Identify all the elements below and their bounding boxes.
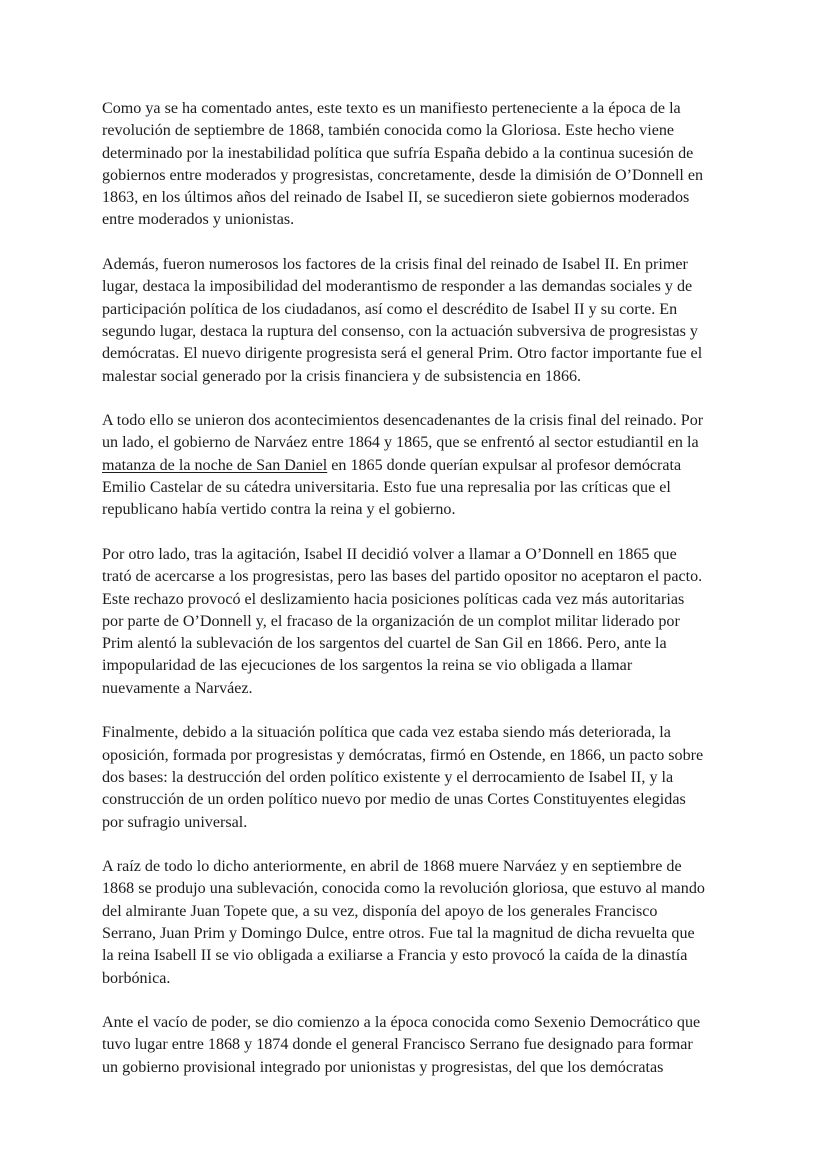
text-line: Por otro lado, tras la agitación, Isabel II decidió volver a llamar a O’Donnell en 1865 que [102, 545, 677, 563]
text-line: oposición, formada por progresistas y demócratas, firmó en Ostende, en 1866, un pacto sobre [102, 746, 704, 764]
paragraph-1 [102, 98, 724, 232]
text-line: un gobierno provisional integrado por unionistas y progresistas, del que los demócratas [102, 1058, 664, 1076]
paragraph-7 [102, 1012, 724, 1079]
paragraph-6 [102, 856, 724, 990]
text-line: Como ya se ha comentado antes, este texto es un manifiesto perteneciente a la época de la [102, 100, 681, 117]
text-line: construcción de un orden político nuevo por medio de unas Cortes Constituyentes elegidas [102, 791, 686, 809]
text-line: republicano había vertido contra la reina y el gobierno. [102, 501, 456, 519]
san-daniel-link[interactable]: matanza de la noche de San Daniel [102, 456, 328, 474]
text-line: un lado, el gobierno de Narváez entre 1864 y 1865, que se enfrentó al sector estudiantil en la [102, 434, 699, 452]
text-line: determinado por la inestabilidad política que sufría España debido a la continua sucesión de [102, 144, 694, 162]
text-line: revolución de septiembre de 1868, también conocida como la Gloriosa. Este hecho viene [102, 122, 675, 140]
paragraph-3 [102, 410, 724, 521]
text-line: Ante el vacío de poder, se dio comienzo a la época conocida como Sexenio Democrático que [102, 1014, 701, 1032]
text-line: por parte de O’Donnell y, el fracaso de la organización de un complot militar liderado por [102, 612, 680, 630]
text-line: matanza de la noche de San Daniel en 1865 donde querían expulsar al profesor demócrata [102, 456, 682, 474]
text-line: impopularidad de las ejecuciones de los sargentos la reina se vio obligada a llamar [102, 657, 633, 675]
paragraph-5 [102, 722, 724, 833]
text-line: dos bases: la destrucción del orden político existente y el derrocamiento de Isabel II, y la [102, 768, 674, 786]
paragraph-2 [102, 254, 724, 388]
text-line: nuevamente a Narváez. [102, 679, 253, 697]
text-line: trató de acercarse a los progresistas, pero las bases del partido opositor no aceptaron el pacto. [102, 568, 703, 586]
text-line: lugar, destaca la imposibilidad del moderantismo de responder a las demandas sociales y de [102, 278, 693, 296]
text-line: Emilio Castelar de su cátedra universitaria. Esto fue una represalia por las críticas que el [102, 479, 671, 497]
text-line: Serrano, Juan Prim y Domingo Dulce, entre otros. Fue tal la magnitud de dicha revuelta que [102, 924, 695, 942]
text-line: entre moderados y unionistas. [102, 211, 295, 229]
text-line: 1868 se produjo una sublevación, conocida como la revolución gloriosa, que estuvo al mando [102, 880, 705, 898]
text-line: participación política de los ciudadanos, así como el descrédito de Isabel II y su corte. En [102, 300, 678, 318]
text-line: 1863, en los últimos años del reinado de Isabel II, se sucedieron siete gobiernos moderados [102, 189, 690, 207]
text-line: A raíz de todo lo dicho anteriormente, en abril de 1868 muere Narváez y en septiembre de [102, 858, 682, 876]
text-line: A todo ello se unieron dos acontecimientos desencadenantes de la crisis final del reinado. Por [102, 412, 704, 430]
text-line: Este rechazo provocó el deslizamiento hacia posiciones políticas cada vez más autoritarias [102, 590, 685, 608]
text-line: borbónica. [102, 969, 171, 987]
text-line: tuvo lugar entre 1868 y 1874 donde el general Francisco Serrano fue designado para formar [102, 1036, 693, 1054]
text-line: por sufragio universal. [102, 813, 248, 831]
text-line: Prim alentó la sublevación de los sargentos del cuartel de San Gil en 1866. Pero, ante la [102, 635, 667, 653]
text-line: demócratas. El nuevo dirigente progresista será el general Prim. Otro factor importante fue el [102, 345, 703, 363]
text-line: del almirante Juan Topete que, a su vez, disponía del apoyo de los generales Francisco [102, 902, 658, 920]
paragraph-4 [102, 544, 724, 700]
text-line: segundo lugar, destaca la ruptura del consenso, con la actuación subversiva de progresistas y [102, 322, 698, 340]
text-line: la reina Isabell II se vio obligada a exiliarse a Francia y esto provocó la caída de la dinastía [102, 947, 688, 965]
text-line: gobiernos entre moderados y progresistas, concretamente, desde la dimisión de O’Donnell en [102, 166, 704, 184]
text-line: malestar social generado por la crisis financiera y de subsistencia en 1866. [102, 367, 582, 385]
text-line: Finalmente, debido a la situación política que cada vez estaba siendo más deteriorada, la [102, 724, 671, 742]
text-line: Además, fueron numerosos los factores de la crisis final del reinado de Isabel II. En primer [102, 256, 688, 274]
